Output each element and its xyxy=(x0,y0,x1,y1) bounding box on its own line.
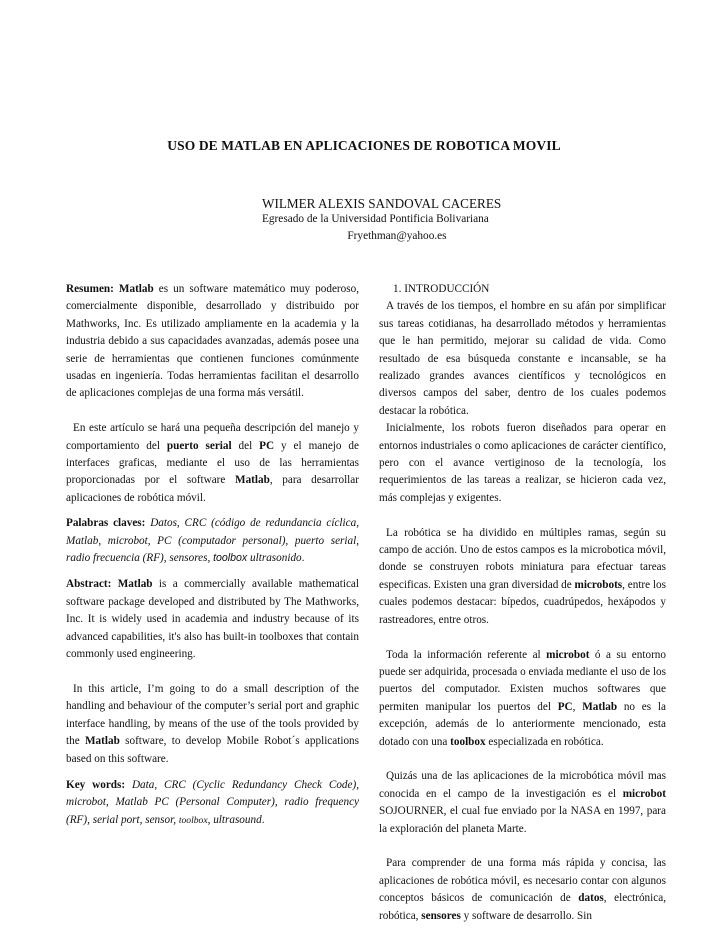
article-en-text-2: software, to develop Mobile Robot´s applications based on this software. xyxy=(66,735,359,765)
paper-title: USO DE MATLAB EN APLICACIONES DE ROBOTICA MOVIL xyxy=(167,138,561,153)
puerto-serial-bold: puerto serial xyxy=(166,439,232,452)
palabras-paragraph xyxy=(66,515,359,567)
p5-text-2: SOJOURNER, el cual fue enviado por la NASA en 1997, para la exploración del planeta Marte. xyxy=(379,805,666,835)
matlab-bold-4: Matlab xyxy=(582,700,618,713)
keywords-period: . xyxy=(261,813,265,826)
abstract-label: Abstract: Matlab xyxy=(66,578,153,591)
section-heading: 1. INTRODUCCIÓN xyxy=(393,283,490,295)
datos-bold: datos xyxy=(578,892,604,905)
intro-paragraph-3 xyxy=(379,525,666,629)
keywords-paragraph xyxy=(66,777,359,829)
left-column xyxy=(66,281,359,829)
microbot-bold: microbot xyxy=(546,648,590,661)
pc-bold-2: PC xyxy=(557,700,573,713)
articulo-text-2: del xyxy=(231,439,260,452)
palabras-period: . xyxy=(301,552,305,565)
p3-text-1: La robótica se ha dividido en múltiples ramas, según su campo de acción. Uno de estos campos es la microbotica móvil, donde se construyen robots miniatura para efectuar tareas especificas. Existen una gran diversidad de xyxy=(379,526,666,591)
articulo-text-4: , para desarrollar aplicaciones de robótica móvil. xyxy=(66,474,359,504)
intro-paragraph-1: A través de los tiempos, el hombre en su afán por simplificar sus tareas cotidianas, ha desarrollado métodos y herramientas que le han permitido, mejorar su calidad de vida. Como resultado de esa búsqueda constante e incansable, se ha realizado grandes avances científicos y tecnológicos en diversos campos del saber, dentro de los cuales podemos destacar la robótica. xyxy=(379,300,666,417)
matlab-bold-2: Matlab xyxy=(235,474,270,487)
palabras-text-1: Datos, CRC (código de redundancia cíclica, Matlab, microbot, PC (computador personal), puerto serial, radio frecuencia (RF), sensores, xyxy=(66,517,360,565)
microbots-bold: microbots xyxy=(574,578,623,591)
p4-text-3: , xyxy=(572,700,583,713)
resumen-label: Resumen: xyxy=(66,283,114,295)
palabras-label: Palabras claves: xyxy=(66,517,146,530)
abstract-text: is a commercially available mathematical software package developed and distributed by The Mathworks, Inc. It is widely used in academia and industry because of its advanced capabilities, it's also has built-in toolboxes that contain commonly used engineering. xyxy=(66,578,359,661)
sensores-bold: sensores xyxy=(421,909,461,922)
keywords-text-1: Data, CRC (Cyclic Redundancy Check Code), microbot, Matlab PC (Personal Computer), radio frequency (RF), serial port, sensor, xyxy=(66,778,359,826)
p4-text-2: ó a su entorno puede ser adquirida, procesada o enviada mediante el uso de los puertos del computador. Existen muchos softwares que permiten manipular los puertos del xyxy=(379,648,666,713)
p4-text-5: especializada en robótica. xyxy=(485,735,604,748)
author-email: Fryethman@yahoo.es xyxy=(347,230,447,242)
articulo-text-1: En este artículo se hará una pequeña descripción del manejo y comportamiento del xyxy=(66,422,359,452)
p4-text-1: Toda la información referente al xyxy=(386,648,547,661)
author-affiliation: Egresado de la Universidad Pontificia Bolivariana xyxy=(262,213,489,225)
p6-text-2: , electrónica, robótica, xyxy=(379,892,666,922)
p4-text-4: no es la excepción, además de lo anteriormente mencionado, esta dotado con una xyxy=(379,700,666,748)
articulo-text-3: y el manejo de interfaces graficas, mediante el uso de las herramientas proporcionadas por el software xyxy=(66,439,359,487)
palabras-toolbox: toolbox xyxy=(213,552,248,565)
palabras-text-3: ultrasonido xyxy=(247,552,302,565)
author-name: WILMER ALEXIS SANDOVAL CACERES xyxy=(262,196,502,211)
matlab-bold: Matlab xyxy=(118,283,154,295)
p3-text-2: , entre los cuales podemos destacar: bípedos, cuadrúpedos, hexápodos y rastreadores, entre otros. xyxy=(379,578,666,626)
articulo-paragraph xyxy=(66,420,359,507)
p6-text-1: Para comprender de una forma más rápida y concisa, las aplicaciones de robótica móvil, es necesario contar con algunos conceptos básicos de comunicación de xyxy=(379,857,666,905)
matlab-bold-3: Matlab xyxy=(85,735,120,748)
toolbox-bold: toolbox xyxy=(450,735,486,748)
keywords-toolbox: toolbox xyxy=(178,814,208,826)
keywords-text-3: , ultrasound xyxy=(207,813,262,826)
right-column xyxy=(379,281,666,925)
microbot-bold-2: microbot xyxy=(622,787,666,800)
keywords-label: Key words: xyxy=(66,778,126,791)
article-en-paragraph xyxy=(66,681,359,768)
resumen-paragraph xyxy=(66,281,359,403)
abstract-paragraph xyxy=(66,576,359,663)
p5-text-1: Quizás una de las aplicaciones de la microbótica móvil mas conocida en el campo de la investigación es el xyxy=(379,770,666,800)
intro-paragraph-2: Inicialmente, los robots fueron diseñados para operar en entornos industriales o como aplicaciones de carácter científico, pero con el avance vertiginoso de la tecnología, los requerimientos de las tareas a realizar, se hicieron cada vez, más complejas y exigentes. xyxy=(379,422,666,504)
pc-bold: PC xyxy=(259,439,275,452)
article-en-text-1: In this article, I’m going to do a small description of the handling and behaviour of the computer’s serial port and graphic interface handling, by means of the use of the tools provided by the xyxy=(66,682,359,748)
p6-text-3: y software de desarrollo. Sin xyxy=(460,909,592,922)
intro-paragraph-6 xyxy=(379,855,666,925)
resumen-text: es un software matemático muy poderoso, comercialmente disponible, desarrollado y distribuido por Mathworks, Inc. Es utilizado ampliamente en la academia y la industria debido a sus capacidades avanzadas, además posee una serie de herramientas que contienen funciones comúnmente usadas en ingeniería. Todas herramientas facilitan el desarrollo de aplicaciones complejas de una forma más versátil. xyxy=(66,283,359,400)
intro-paragraph-5 xyxy=(379,768,666,838)
intro-paragraph-4 xyxy=(379,647,666,751)
